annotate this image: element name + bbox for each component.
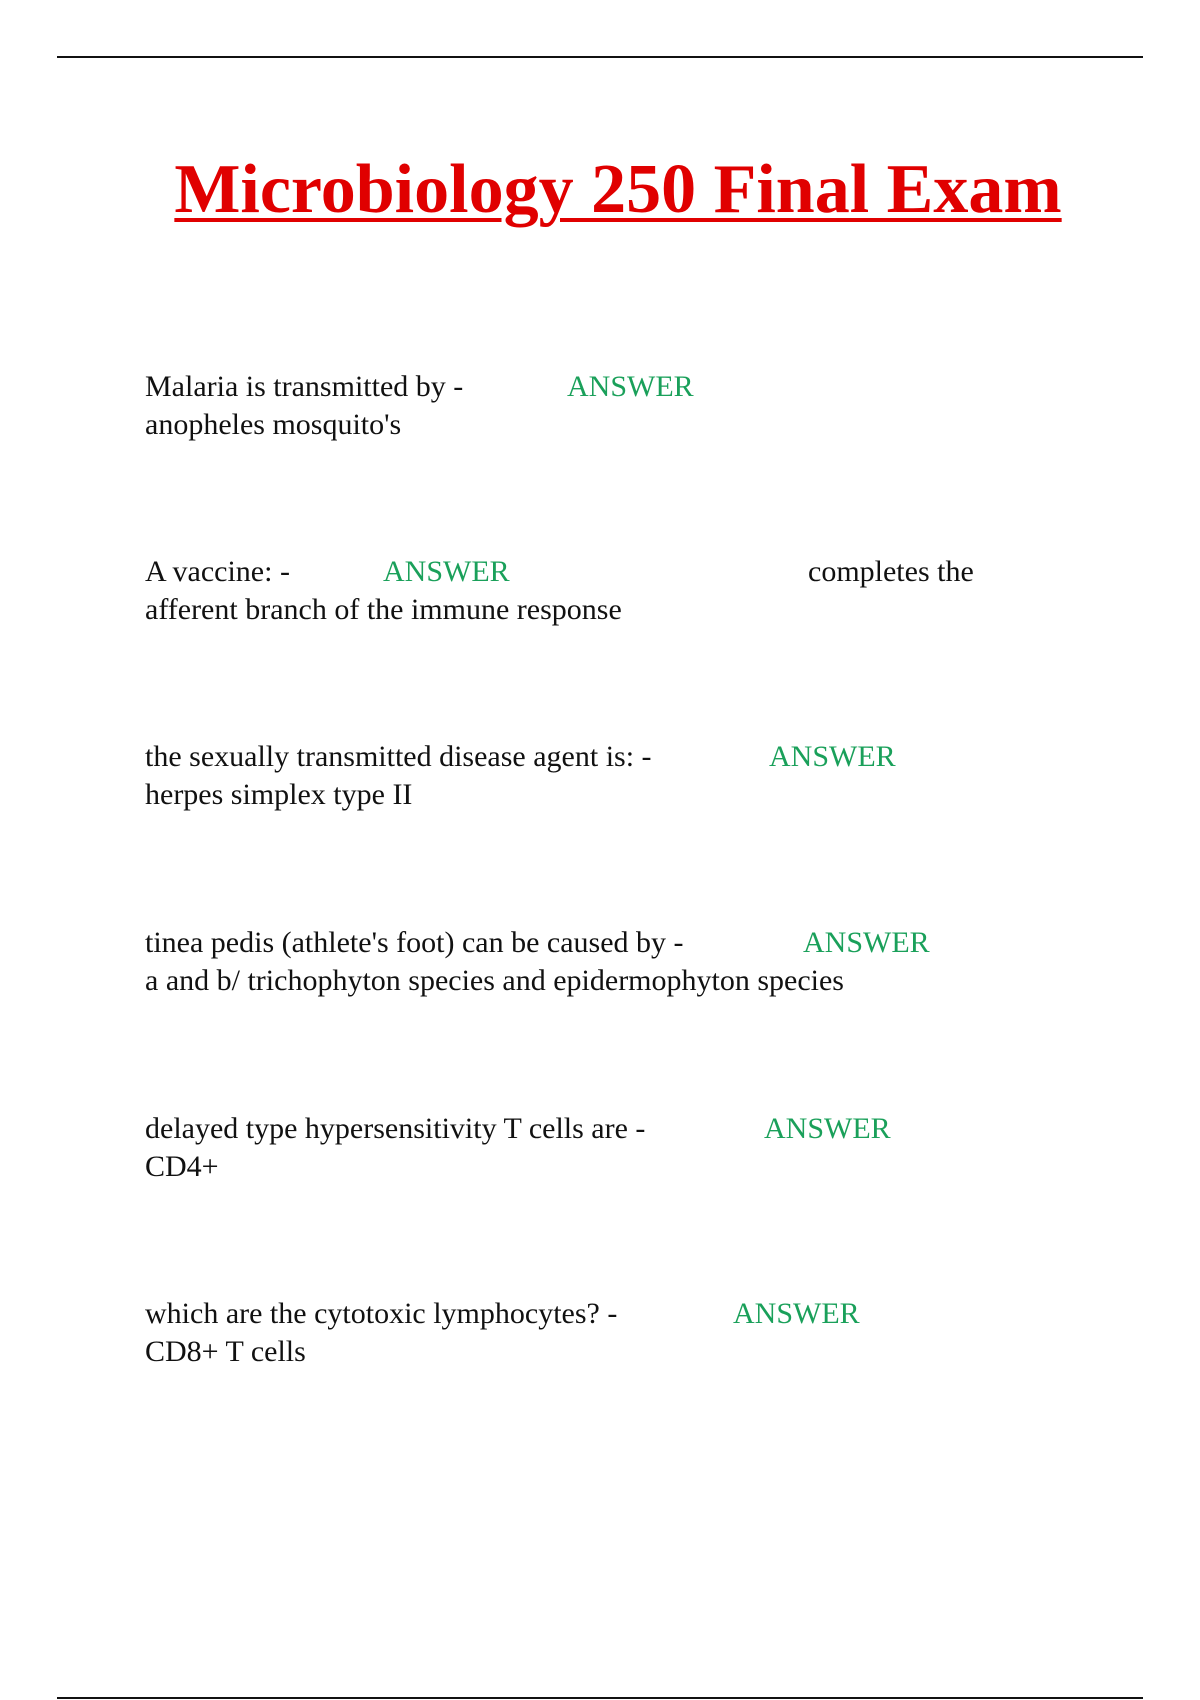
qa-item-2 xyxy=(145,553,1045,629)
qa-item-1 xyxy=(145,368,1045,444)
question-text: the sexually transmitted disease agent is: - xyxy=(145,740,652,773)
question-text: delayed type hypersensitivity T cells are - xyxy=(145,1112,646,1145)
answer-text: CD4+ xyxy=(145,1150,219,1183)
qa-item-3-line-1 xyxy=(145,738,1045,776)
qa-item-6 xyxy=(145,1295,1045,1371)
answer-text: afferent branch of the immune response xyxy=(145,593,622,626)
question-text: which are the cytotoxic lymphocytes? - xyxy=(145,1297,618,1330)
answer-text: CD8+ T cells xyxy=(145,1335,306,1368)
page-title: Microbiology 250 Final Exam xyxy=(174,151,1062,228)
qa-item-2-line-1 xyxy=(145,553,1045,591)
answer-marker: ANSWER xyxy=(769,740,896,773)
qa-item-1-line-1 xyxy=(145,368,1045,406)
answer-marker: ANSWER xyxy=(567,370,694,403)
qa-item-5 xyxy=(145,1110,1045,1186)
answer-marker: ANSWER xyxy=(733,1297,860,1330)
qa-item-3 xyxy=(145,738,1045,814)
qa-item-4-line-1 xyxy=(145,924,1045,962)
answer-marker: ANSWER xyxy=(764,1112,891,1145)
qa-item-6-line-1 xyxy=(145,1295,1045,1333)
answer-marker: ANSWER xyxy=(383,555,510,588)
answer-marker: ANSWER xyxy=(803,926,930,959)
answer-text-start: completes the xyxy=(808,555,974,588)
top-rule xyxy=(57,56,1143,58)
answer-text: a and b/ trichophyton species and epidermophyton species xyxy=(145,964,844,997)
question-text: Malaria is transmitted by - xyxy=(145,370,464,403)
answer-text: herpes simplex type II xyxy=(145,778,413,811)
question-text: A vaccine: - xyxy=(145,555,290,588)
answer-text: anopheles mosquito's xyxy=(145,408,402,441)
bottom-rule xyxy=(57,1697,1143,1699)
qa-item-4 xyxy=(145,924,1045,1000)
qa-item-5-line-1 xyxy=(145,1110,1045,1148)
question-text: tinea pedis (athlete's foot) can be caused by - xyxy=(145,926,684,959)
